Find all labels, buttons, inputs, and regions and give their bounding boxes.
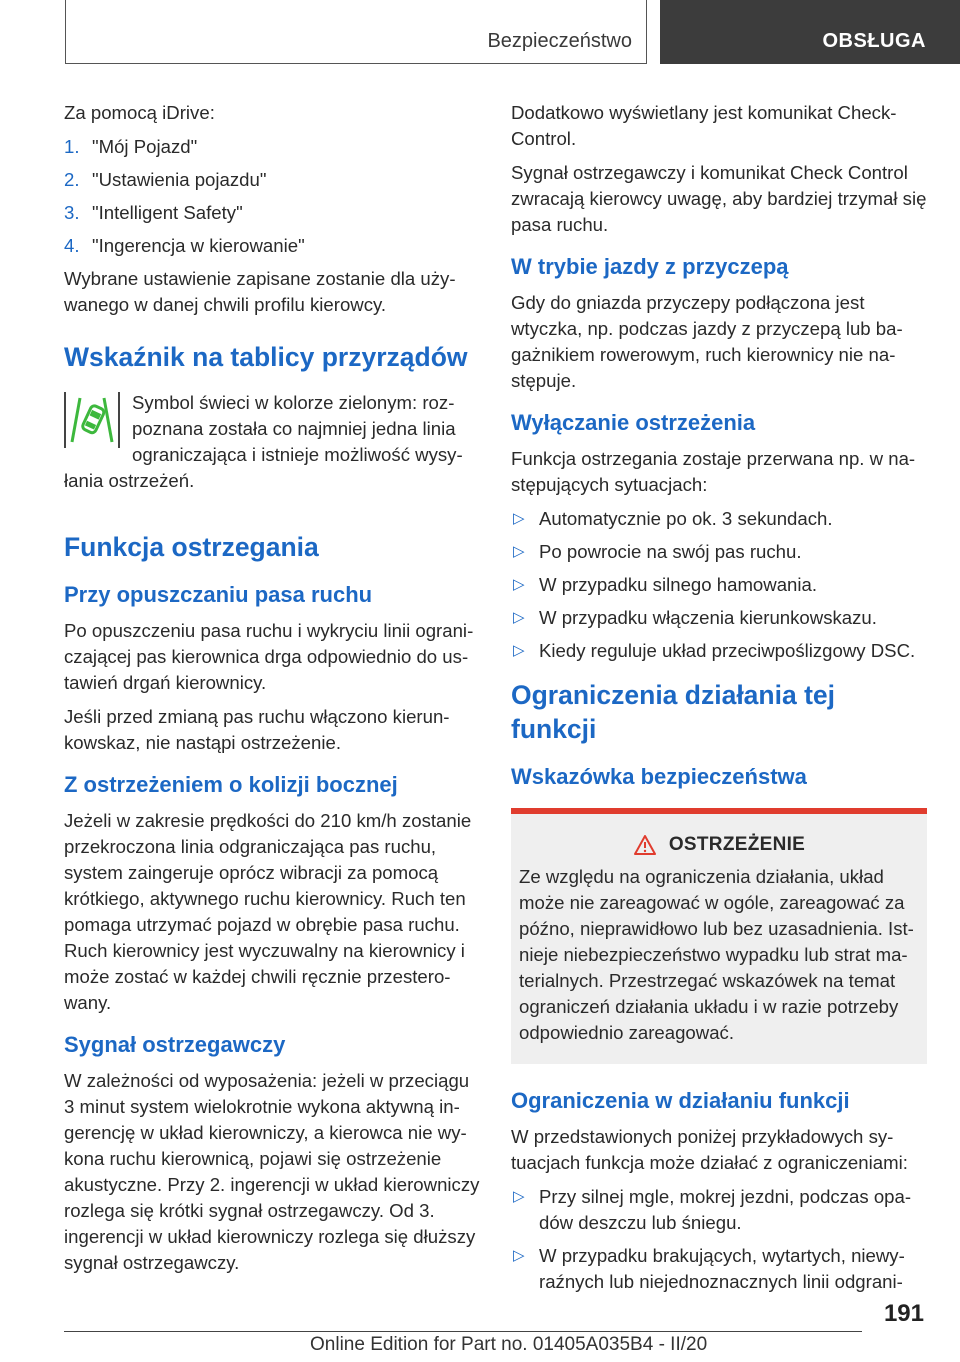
header-section-title: Bezpieczeństwo — [487, 30, 632, 52]
heading-warning-signal: Sygnał ostrzegawczy — [64, 1032, 286, 1057]
side-collision-text: Jeżeli w zakresie prędkości do 210 km/h zostanie przekroczona linia odgraniczająca pas ruchu, system zaingeruje oprócz wibracji za pomocą krótkiego, aktywnego ruchu kierownicy. Ruch ten pomaga utrzymać pojazd w obrębie pasa ruchu. Ruch kierownicy jest wyczuwalny na kierownicy i może zostać w każdej chwili ręcznie przesterowany. — [64, 810, 472, 1013]
heading-safety-note: Wskazówka bezpieczeństwa — [511, 764, 807, 789]
lane-leaving-text-2: Jeśli przed zmianą pas ruchu włączono kierunkowskaz, nie nastąpi ostrzeżenie. — [64, 706, 450, 753]
left-column — [64, 100, 482, 1284]
step-text: "Ustawienia pojazdu" — [92, 169, 267, 190]
step-number: 1. — [64, 136, 80, 157]
heading-function-limits: Ograniczenia w działaniu funkcji — [511, 1088, 850, 1113]
step-item — [64, 167, 482, 193]
warning-signal-text: W zależności od wyposażenia: jeżeli w przeciągu 3 minut system wielokrotnie wykona aktywną ingerencję w układ kierowniczy, a kierowca nie wykona ruchu kierownicą, pojawi się ostrzeżenie akustyczne. Przy 2. ingerencji w układ kierowniczy rozlega się krótki sygnał ostrzegawczy. Od 3. ingerencji w układ kierowniczy rozlega się dłuższy sygnał ostrzegawczy. — [64, 1070, 480, 1273]
heading-limits: Ograniczenia działania tej funkcji — [511, 680, 835, 744]
step-number: 4. — [64, 235, 80, 256]
list-item-text: Po powrocie na swój pas ruchu. — [539, 541, 802, 562]
heading-indicator: Wskaźnik na tablicy przyrządów — [64, 342, 468, 372]
triangle-bullet-icon: ▷ — [513, 576, 525, 593]
heading-side-collision: Z ostrzeżeniem o kolizji bocznej — [64, 772, 398, 797]
page-number: 191 — [883, 1300, 924, 1327]
list-item — [511, 539, 927, 565]
triangle-bullet-icon: ▷ — [513, 1188, 525, 1205]
steps-list — [64, 134, 482, 259]
heading-lane-leaving: Przy opuszczaniu pasa ruchu — [64, 582, 373, 607]
heading-switch-off: Wyłączanie ostrzeżenia — [511, 410, 756, 435]
switch-off-list — [511, 506, 927, 664]
function-limits-text: W przedstawionych poniżej przykładowych sytuacjach funkcja może działać z ograniczeniami: — [511, 1126, 908, 1173]
footer-edition-text: Online Edition for Part no. 01405A035B4 - II/20 — [310, 1334, 708, 1355]
list-item — [511, 605, 927, 631]
warning-box — [511, 808, 927, 1064]
right-column — [511, 100, 927, 1302]
step-item — [64, 200, 482, 226]
triangle-bullet-icon: ▷ — [513, 543, 525, 560]
list-item — [511, 572, 927, 598]
trailer-text: Gdy do gniazda przyczepy podłączona jest wtyczka, np. podczas jazdy z przyczepą lub bagażnikiem rowerowym, ruch kierownicy nie następuje. — [511, 292, 903, 391]
step-text: "Intelligent Safety" — [92, 202, 243, 223]
list-item-text: Kiedy reguluje układ przeciwpoślizgowy DSC. — [539, 640, 916, 661]
header-chapter-box — [660, 0, 960, 64]
function-limits-list — [511, 1184, 927, 1295]
step-item — [64, 233, 482, 259]
lane-leaving-text-1: Po opuszczeniu pasa ruchu i wykryciu linii ograniczającej pas kierownica drga odpowiednio do ustawień drgań kierownicy. — [64, 620, 474, 693]
lane-departure-indicator-icon — [64, 392, 120, 448]
list-item-text: Automatycznie po ok. 3 sekundach. — [539, 508, 833, 529]
list-item — [511, 638, 927, 664]
saved-setting-text: Wybrane ustawienie zapisane zostanie dla używanego w danej chwili profilu kierowcy. — [64, 268, 456, 315]
step-text: "Ingerencja w kierowanie" — [92, 235, 305, 256]
list-item — [511, 506, 927, 532]
list-item — [511, 1184, 927, 1236]
list-item — [511, 1243, 927, 1295]
step-item — [64, 134, 482, 160]
indicator-text: Symbol świeci w kolorze zielonym: rozpoznana została co najmniej jedna linia ograniczająca i istnieje możliwość wysyłania ostrzeżeń. — [64, 392, 463, 491]
list-item-text: Przy silnej mgle, mokrej jezdni, podczas opadów deszczu lub śniegu. — [539, 1186, 912, 1233]
check-control-text-1: Dodatkowo wyświetlany jest komunikat Check-Control. — [511, 102, 897, 149]
indicator-block — [64, 390, 482, 494]
header-chapter-title: OBSŁUGA — [822, 30, 926, 52]
triangle-bullet-icon: ▷ — [513, 510, 525, 527]
idrive-intro: Za pomocą iDrive: — [64, 102, 215, 123]
step-number: 3. — [64, 202, 80, 223]
check-control-text-2: Sygnał ostrzegawczy i komunikat Check Control zwracają kierowcy uwagę, aby bardziej trzymał się pasa ruchu. — [511, 162, 927, 235]
list-item-text: W przypadku brakujących, wytartych, niewyraźnych lub niejednoznacznych linii odgrani- — [539, 1245, 905, 1292]
list-item-text: W przypadku silnego hamowania. — [539, 574, 818, 595]
heading-warning-function: Funkcja ostrzegania — [64, 532, 319, 562]
step-number: 2. — [64, 169, 80, 190]
warning-text: Ze względu na ograniczenia działania, układ może nie zareagować w ogóle, zareagować za późno, nieprawidłowo lub bez uzasadnienia. Istnieje niebezpieczeństwo wypadku lub strat materialnych. Przestrzegać wskazówek na temat ograniczeń działania układu i w razie potrzeby odpowiednio zareagować. — [519, 866, 914, 1043]
heading-trailer: W trybie jazdy z przyczepą — [511, 254, 789, 279]
triangle-bullet-icon: ▷ — [513, 1247, 525, 1264]
switch-off-text: Funkcja ostrzegania zostaje przerwana np. w następujących sytuacjach: — [511, 448, 916, 495]
footer-divider — [64, 1331, 862, 1332]
triangle-bullet-icon: ▷ — [513, 642, 525, 659]
warning-triangle-icon — [633, 834, 657, 856]
warning-header — [519, 834, 919, 856]
triangle-bullet-icon: ▷ — [513, 609, 525, 626]
list-item-text: W przypadku włączenia kierunkowskazu. — [539, 607, 877, 628]
step-text: "Mój Pojazd" — [92, 136, 198, 157]
warning-title: OSTRZEŻENIE — [668, 834, 806, 855]
header-section-box — [65, 0, 647, 64]
